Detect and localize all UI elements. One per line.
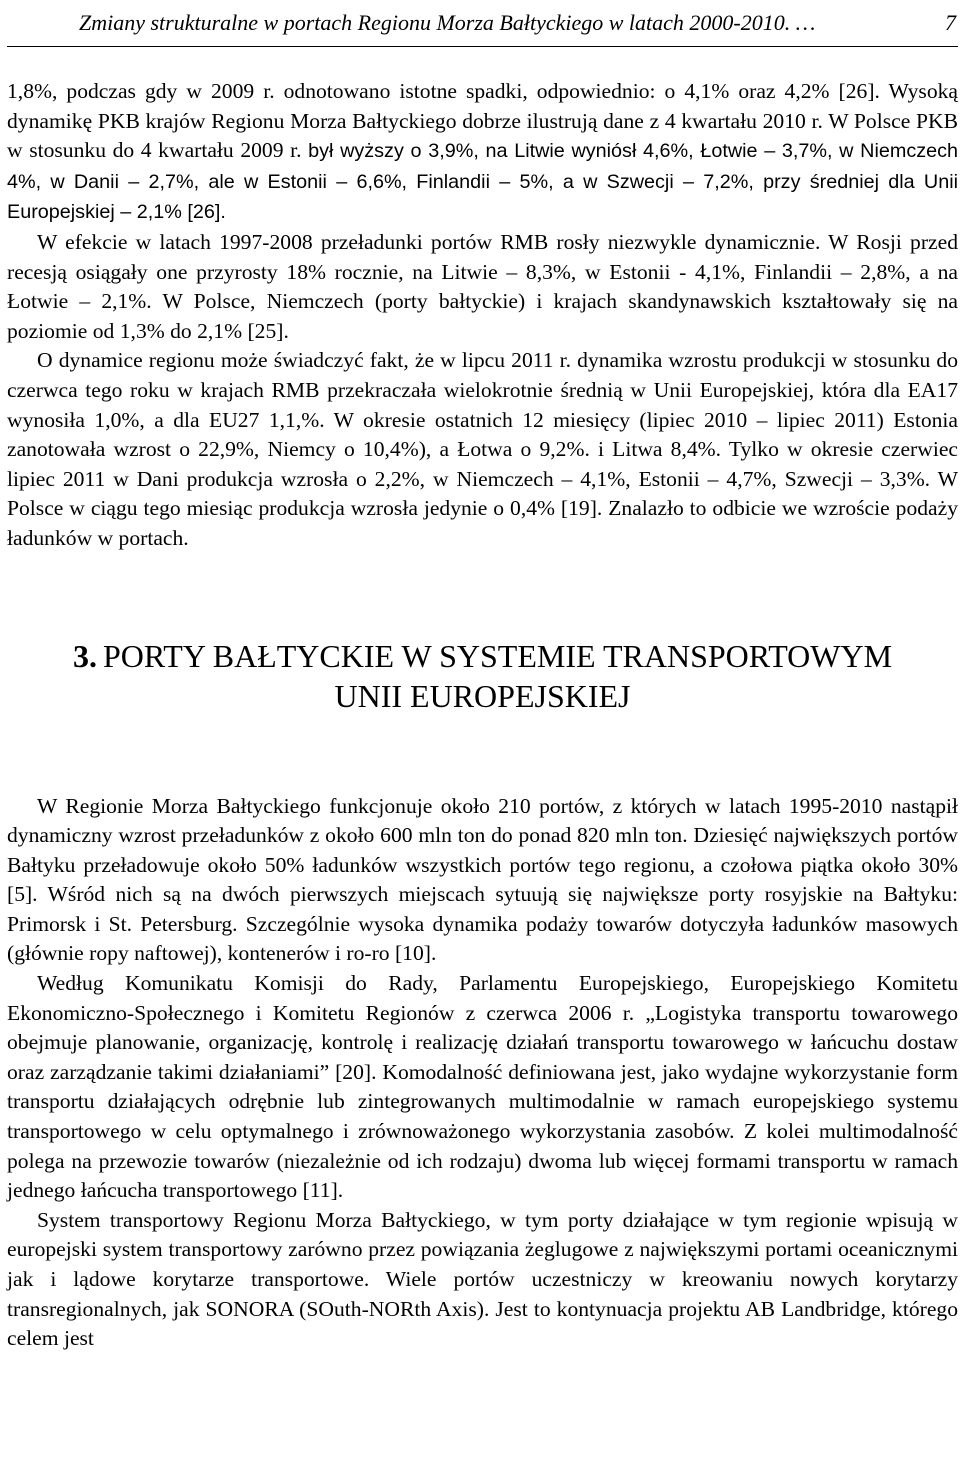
section-text	[7, 792, 958, 1354]
intro-text	[7, 77, 958, 554]
section-paragraph: Według Komunikatu Komisji do Rady, Parlamentu Europejskiego, Europejskiego Komitetu Ekonomiczno-Społecznego i Komitetu Regionów z czerwca 2006 r. „Logistyka transportu towarowego obejmuje planowanie, organizację, kontrolę i realizację działań transportu towarowego w łańcuchu dostaw oraz zarządzanie takimi działaniami” [20]. Komodalność definiowana jest, jako wydajne wykorzystanie form transportu działających odrębnie lub zintegrowanych multimodalnie w ramach europejskiego systemu transportowego w celu optymalnego i zrównoważonego wykorzystania zasobów. Z kolei multimodalność polega na przewozie towarów (niezależnie od ich rodzaju) dwoma lub więcej formami transportu w ramach jednego łańcucha transportowego [11].	[7, 971, 958, 1203]
page-number: 7	[945, 10, 956, 35]
paragraph-gdp-part2: był wyższy o 3,9%, na Litwie wyniósł 4,6%, Łotwie – 3,7%, w Niemczech 4%, w Danii – 2,7%, ale w Estonii – 6,6%, Finlandii – 5%, a w Szwecji – 7,2%, przy średniej dla Unii Europejskiej – 2,1% [26].	[7, 140, 958, 224]
paragraph-gdp-part1: 1,8%, podczas gdy w 2009 r. odnotowano istotne spadki, odpowiednio: o 4,1% oraz 4,2% [26]. Wysoką dynamikę PKB krajów Regionu Morza Bałtyckiego dobrze ilustrują dane z 4 kwartału 2010 r. W Polsce PKB w stosunku do 4 kwartału 2009 r.	[7, 79, 958, 163]
paragraph-throughput: W efekcie w latach 1997-2008 przeładunki portów RMB rosły niezwykle dynamicznie. W Rosji przed recesją osiągały one przyrosty 18% rocznie, na Litwie – 8,3%, w Estonii - 4,1%, Finlandii – 2,8%, a na Łotwie – 2,1%. W Polsce, Niemczech (porty bałtyckie) i krajach skandynawskich kształtowały się na poziomie od 1,3% do 2,1% [25].	[7, 229, 958, 343]
section-heading	[7, 636, 958, 716]
section-number: 3.	[72, 637, 97, 674]
header-title: Zmiany strukturalne w portach Regionu Morza Bałtyckiego w latach 2000-2010. …	[79, 10, 816, 35]
paragraph-gdp	[7, 77, 958, 228]
section-paragraph: System transportowy Regionu Morza Bałtyckiego, w tym porty działające w tym regionie wpisują w europejski system transportowy zarówno przez powiązania żeglugowe z największymi portami oceanicznymi jak i lądowe korytarze transportowe. Wiele portów uczestniczy w kreowaniu nowych korytarzy transregionalnych, jak SONORA (SOuth-NORth Axis). Jest to kontynuacja projektu AB Landbridge, którego celem jest	[7, 1207, 958, 1351]
section-title-line2: UNII EUROPEJSKIEJ	[334, 677, 631, 714]
section-paragraph: W Regionie Morza Bałtyckiego funkcjonuje około 210 portów, z których w latach 1995-2010 nastąpił dynamiczny wzrost przeładunków z około 600 mln ton do ponad 820 mln ton. Dziesięć największych portów Bałtyku przeładowuje około 50% ładunków wszystkich portów tego regionu, a czołowa piątka około 30% [5]. Wśród nich są na dwóch pierwszych miejscach sytuują się największe porty rosyjskie na Bałtyku: Primorsk i St. Petersburg. Szczególnie wysoka dynamika podaży towarów dotyczyła ładunków masowych (głównie ropy naftowej), kontenerów i ro-ro [10].	[7, 793, 958, 966]
paragraph-production: O dynamice regionu może świadczyć fakt, że w lipcu 2011 r. dynamika wzrostu produkcji w stosunku do czerwca tego roku w krajach RMB przekraczała wielokrotnie średnią w Unii Europejskiej, która dla EA17 wynosiła 1,0%, a dla EU27 1,1,%. W okresie ostatnich 12 miesięcy (lipiec 2010 – lipiec 2011) Estonia zanotowała wzrost o 22,9%, Niemcy o 10,4%), a Łotwa o 9,2%. i Litwa 8,4%. Tylko w okresie czerwiec lipiec 2011 w Dani produkcja wzrosła o 2,2%, w Niemczech – 4,1%, Estonii – 4,7%, Szwecji – 3,3%. W Polsce w ciągu tego miesiąc produkcja wzrosła jedynie o 0,4% [19]. Znalazło to odbicie we wzroście podaży ładunków w portach.	[7, 348, 958, 550]
running-header	[7, 0, 958, 47]
section-title-line1: PORTY BAŁTYCKIE W SYSTEMIE TRANSPORTOWYM	[102, 637, 893, 674]
document-page	[7, 0, 958, 1354]
